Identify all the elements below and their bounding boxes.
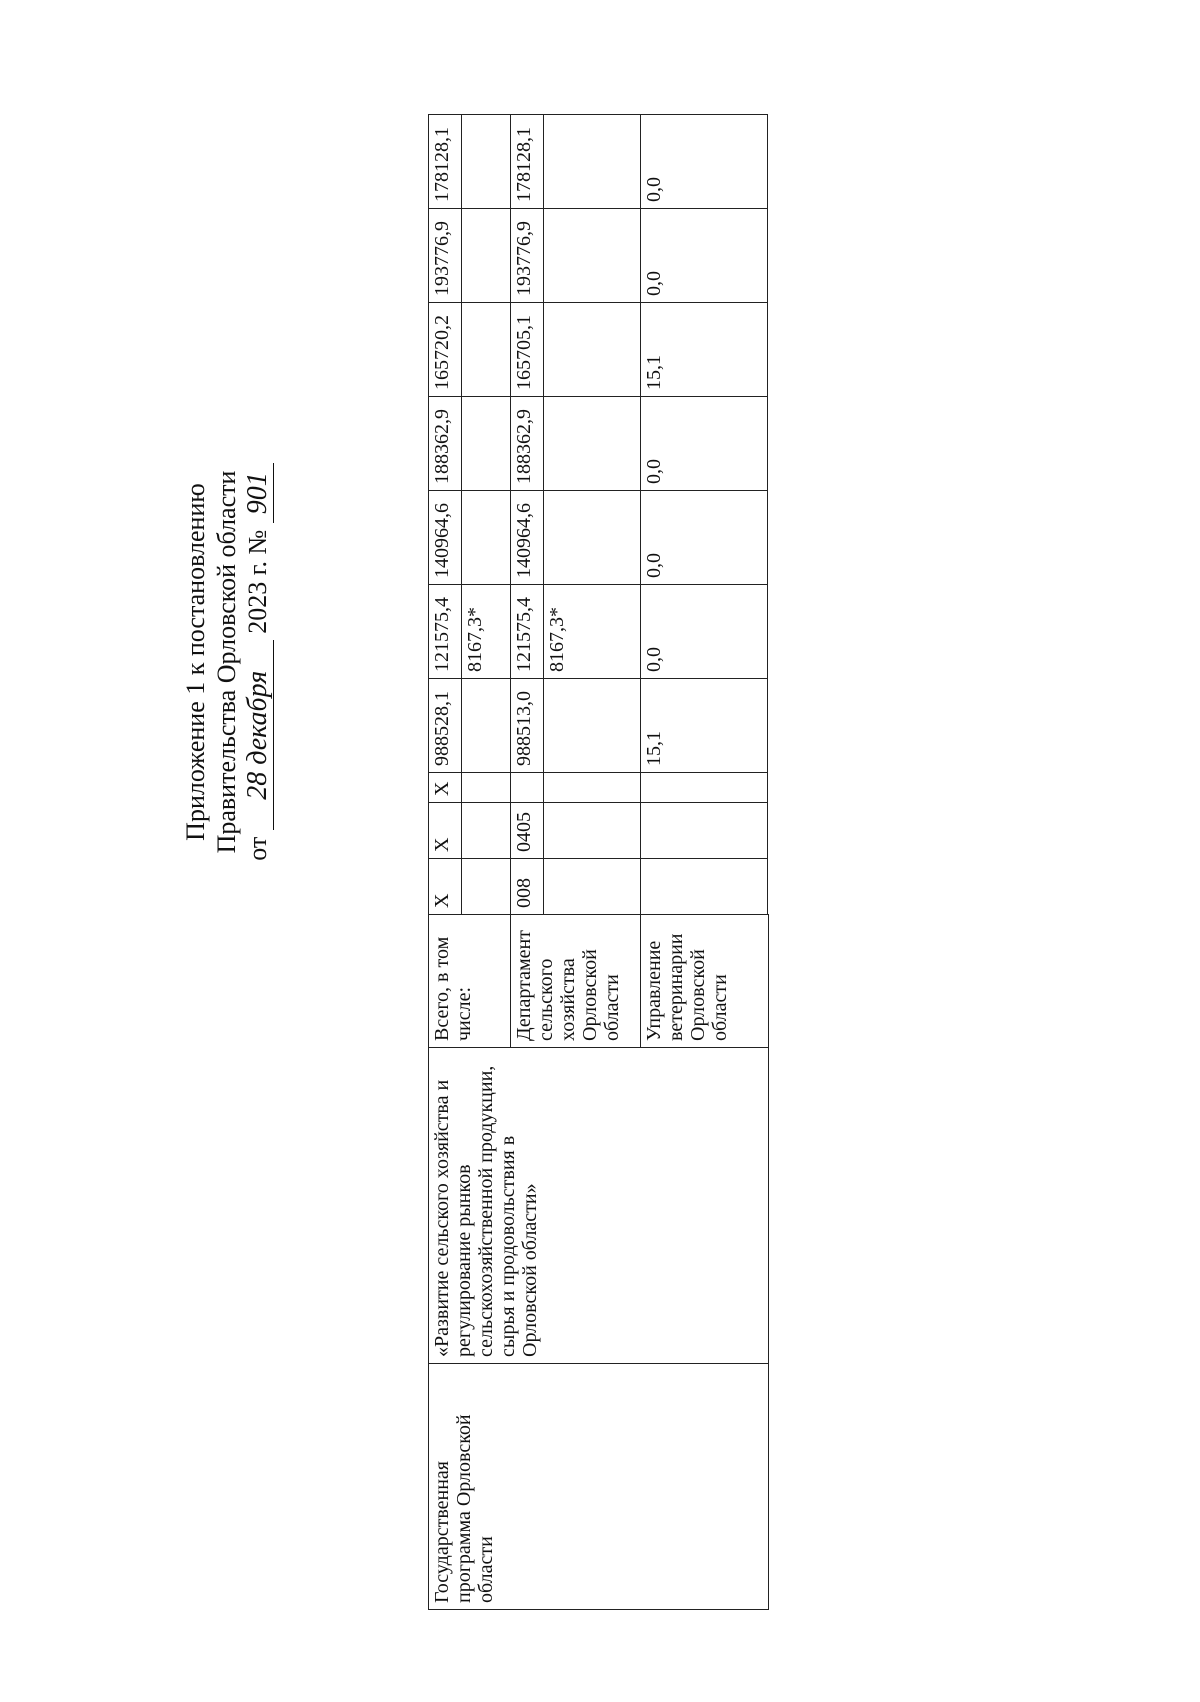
appendix-issuer: Правительства Орловской области xyxy=(212,470,241,854)
appendix-title: Приложение 1 к постановлению xyxy=(181,483,210,841)
year-cell: 140964,6 xyxy=(511,491,544,585)
csr-cell xyxy=(641,773,768,803)
grbs-cell xyxy=(641,859,768,915)
executor-cell: Управление ветеринарии Орловской области xyxy=(641,915,769,1048)
csr-cell xyxy=(511,773,544,803)
year-cell: 178128,1 xyxy=(429,115,462,209)
appendix-header xyxy=(180,352,274,972)
program-name-cell: «Развитие сельского хозяйства и регулирование рынков сельскохозяйственной продукции, сырья и продовольствия в Орловской области» xyxy=(429,1048,769,1364)
note-cell: 8167,3* xyxy=(462,585,511,679)
program-funding-table xyxy=(428,115,769,1611)
rzpr-cell: 0405 xyxy=(511,803,544,859)
program-type-cell: Государственная программа Орловской области xyxy=(429,1364,769,1610)
year-cell: 193776,9 xyxy=(429,209,462,303)
rzpr-cell xyxy=(641,803,768,859)
handwritten-date: 28 декабря xyxy=(242,640,274,830)
executor-cell: Департамент сельского хозяйства Орловской области xyxy=(511,915,641,1048)
csr-cell: Х xyxy=(429,773,462,803)
year-cell: 165720,2 xyxy=(429,303,462,397)
rzpr-cell: Х xyxy=(429,803,462,859)
grbs-cell: Х xyxy=(429,859,462,915)
year-cell: 188362,9 xyxy=(429,397,462,491)
year-cell: 165705,1 xyxy=(511,303,544,397)
date-prefix: от xyxy=(243,836,272,861)
year-cell: 0,0 xyxy=(641,115,768,209)
year-cell: 121575,4 xyxy=(429,585,462,679)
year-cell: 188362,9 xyxy=(511,397,544,491)
year-cell: 193776,9 xyxy=(511,209,544,303)
grbs-cell: 008 xyxy=(511,859,544,915)
year-cell: 0,0 xyxy=(641,397,768,491)
table-row xyxy=(429,115,462,1610)
year-suffix: 2023 г. № xyxy=(243,529,272,634)
year-cell: 0,0 xyxy=(641,209,768,303)
note-cell: 8167,3* xyxy=(544,585,641,679)
year-cell: 121575,4 xyxy=(511,585,544,679)
year-cell: 0,0 xyxy=(641,491,768,585)
handwritten-number: 901 xyxy=(242,463,274,523)
year-cell: 15,1 xyxy=(641,303,768,397)
total-cell: 15,1 xyxy=(641,679,768,773)
appendix-date-line xyxy=(242,352,274,972)
year-cell: 140964,6 xyxy=(429,491,462,585)
total-cell: 988528,1 xyxy=(429,679,462,773)
year-cell: 178128,1 xyxy=(511,115,544,209)
total-cell: 988513,0 xyxy=(511,679,544,773)
year-cell: 0,0 xyxy=(641,585,768,679)
executor-cell: Всего, в том числе: xyxy=(429,915,511,1048)
